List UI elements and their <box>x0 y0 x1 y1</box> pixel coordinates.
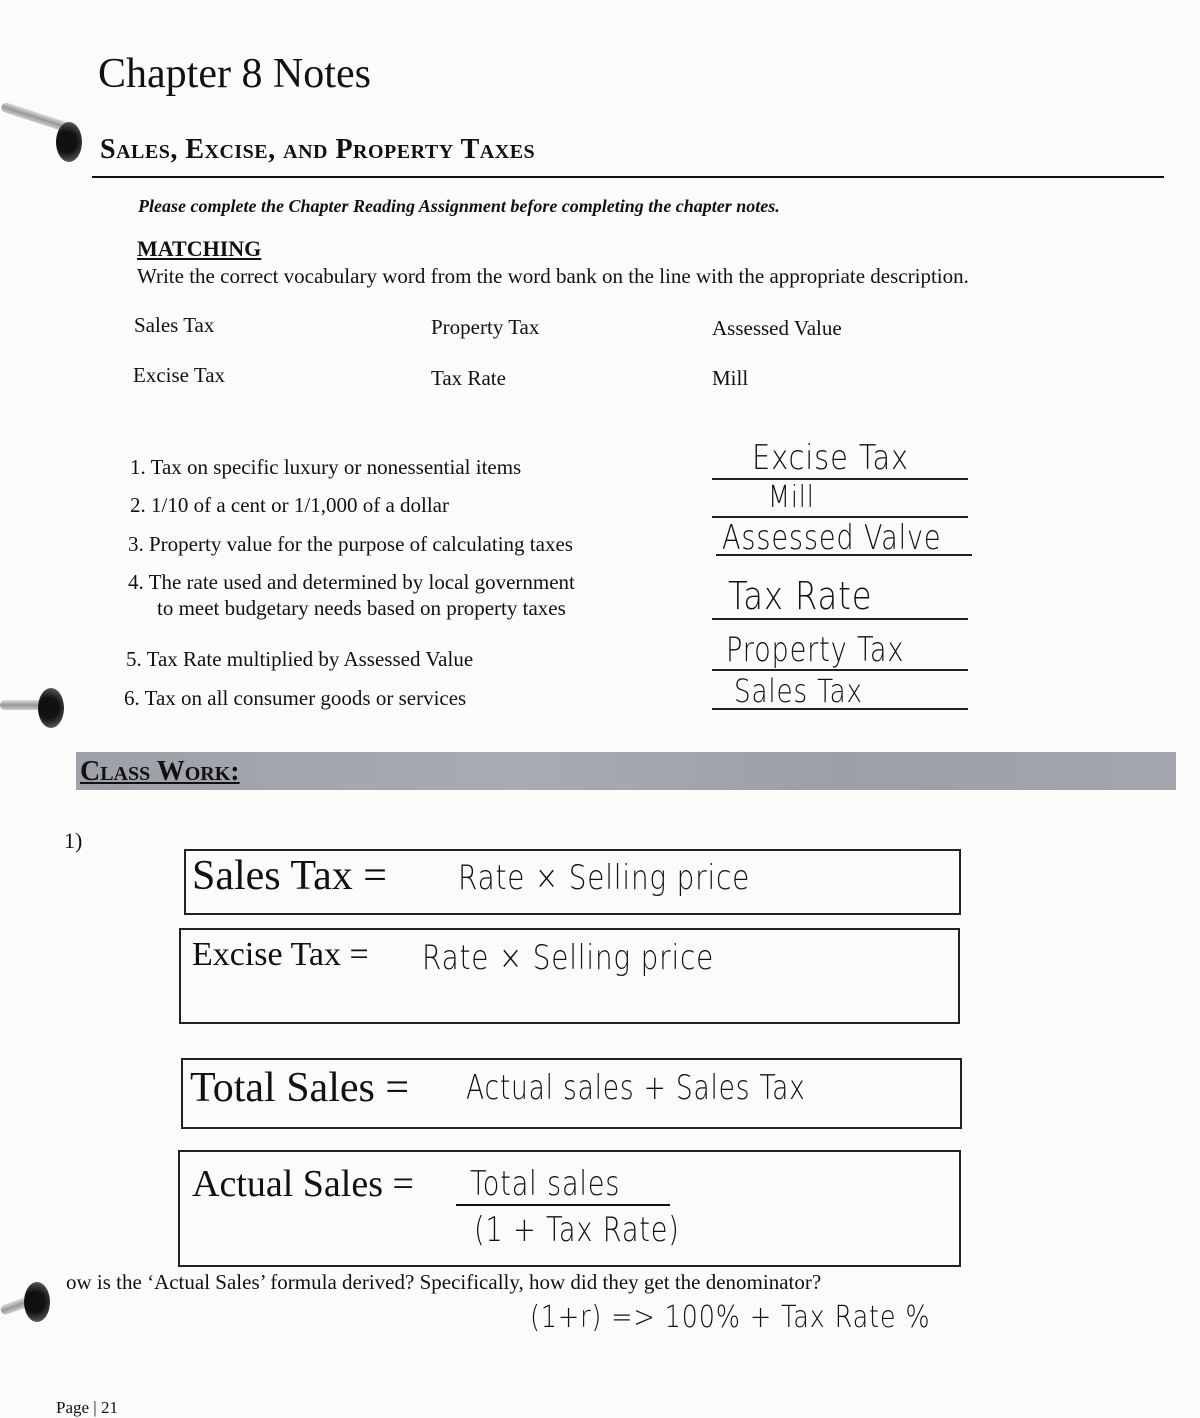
handwritten-answer-6: Sales Tax <box>734 672 863 710</box>
handwritten-answer-1: Excise Tax <box>752 438 909 478</box>
classwork-banner <box>76 752 1176 790</box>
matching-question-2: 2. 1/10 of a cent or 1/1,000 of a dollar <box>130 493 449 517</box>
word-bank-item: Assessed Value <box>712 316 842 340</box>
matching-question-5: 5. Tax Rate multiplied by Assessed Value <box>126 647 474 671</box>
handwritten-answer-4: Tax Rate <box>728 574 873 618</box>
chapter-title: Chapter 8 Notes <box>98 51 371 97</box>
word-bank-item: Sales Tax <box>134 313 215 337</box>
total-sales-formula-answer: Actual sales + Sales Tax <box>466 1068 806 1108</box>
answer-line-1 <box>712 478 968 480</box>
word-bank-item: Tax Rate <box>431 366 506 390</box>
binder-hole-top <box>56 122 82 162</box>
binder-hole-bottom <box>24 1282 50 1322</box>
excise-tax-formula-answer: Rate × Selling price <box>422 938 715 978</box>
actual-sales-denominator: (1 + Tax Rate) <box>474 1210 680 1250</box>
fraction-bar <box>456 1204 670 1206</box>
handwritten-answer-2: Mill <box>768 480 815 515</box>
handwritten-answer-3: Assessed Valve <box>722 518 942 558</box>
matching-question-1: 1. Tax on specific luxury or nonessential items <box>130 455 522 479</box>
page-number: Page | 21 <box>56 1398 118 1417</box>
handwritten-answer-5: Property Tax <box>726 630 905 670</box>
word-bank-item: Mill <box>712 366 749 390</box>
section-title: Sales, Excise, and Property Taxes <box>100 134 536 165</box>
matching-description: Write the correct vocabulary word from the word bank on the line with the appropriate description. <box>137 264 969 288</box>
answer-line-4 <box>712 618 968 620</box>
matching-question-6: 6. Tax on all consumer goods or services <box>124 686 467 710</box>
matching-heading: MATCHING <box>137 236 262 261</box>
word-bank-item: Excise Tax <box>133 363 226 387</box>
binder-hole-middle <box>38 688 64 728</box>
sales-tax-formula-answer: Rate × Selling price <box>458 858 751 898</box>
matching-question-4-line2: to meet budgetary needs based on property taxes <box>157 596 566 620</box>
total-sales-formula-label: Total Sales = <box>190 1065 410 1111</box>
word-bank-item: Property Tax <box>431 315 540 339</box>
problem-number: 1) <box>64 828 83 853</box>
instruction-text: Please complete the Chapter Reading Assignment before completing the chapter notes. <box>138 196 780 216</box>
derivation-question: ow is the ‘Actual Sales’ formula derived? Specifically, how did they get the denominator? <box>66 1270 822 1294</box>
matching-question-3: 3. Property value for the purpose of calculating taxes <box>128 532 573 556</box>
actual-sales-formula-label: Actual Sales = <box>192 1163 414 1205</box>
sales-tax-formula-label: Sales Tax = <box>192 853 387 899</box>
excise-tax-formula-label: Excise Tax = <box>192 936 369 973</box>
section-divider <box>92 176 1164 178</box>
classwork-heading: Class Work: <box>80 756 240 787</box>
actual-sales-numerator: Total sales <box>470 1164 621 1204</box>
matching-question-4: 4. The rate used and determined by local government <box>128 570 575 594</box>
derivation-answer: (1+r) => 100% + Tax Rate % <box>530 1300 931 1335</box>
